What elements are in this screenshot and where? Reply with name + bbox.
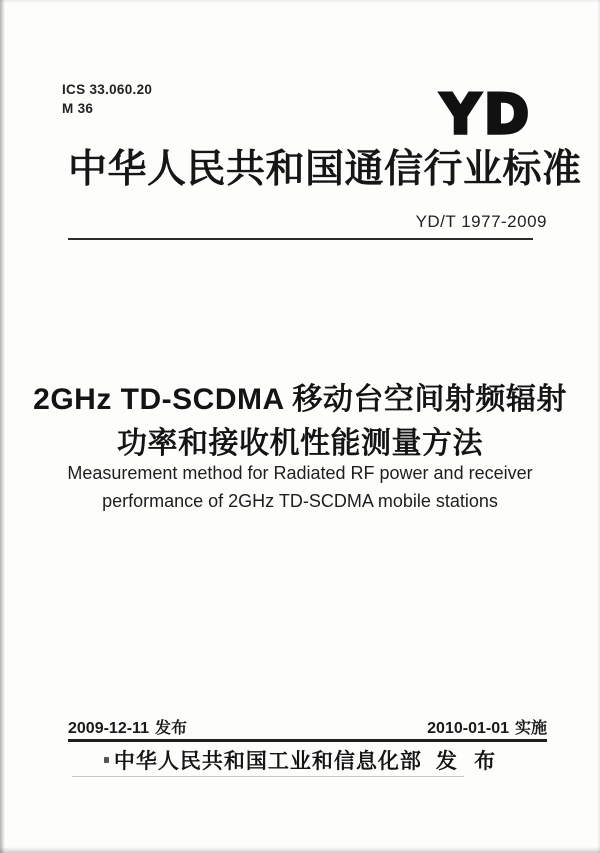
- publisher-name: 中华人民共和国工业和信息化部: [113, 749, 422, 773]
- publisher-underline: [72, 776, 464, 777]
- title-cn-line1: 2GHz TD-SCDMA 移动台空间射频辐射: [33, 383, 567, 416]
- title-en-line2: performance of 2GHz TD-SCDMA mobile stations: [102, 491, 498, 511]
- footer-divider: [68, 739, 547, 742]
- yd-logo: YD: [441, 83, 533, 146]
- scan-edge-left: [0, 0, 5, 853]
- title-en-line1: Measurement method for Radiated RF power and receiver: [67, 463, 533, 483]
- implement-date-item: [427, 715, 547, 738]
- implement-date: 2010-01-01: [427, 720, 509, 737]
- header-divider: [68, 238, 533, 240]
- ics-classification-block: [62, 80, 152, 118]
- document-title-english: [40, 459, 560, 515]
- publish-date: 2009-12-11: [68, 720, 149, 737]
- publish-date-item: [68, 715, 187, 738]
- title-cn-line2: 功率和接收机性能测量方法: [117, 427, 483, 460]
- document-title-chinese: [30, 378, 570, 466]
- publish-date-label: 发布: [154, 720, 187, 737]
- standard-number: YD/T 1977-2009: [415, 212, 547, 231]
- publisher-line: [68, 745, 547, 775]
- standard-category-title: 中华人民共和国通信行业标准: [68, 148, 582, 191]
- classification-code: M 36: [62, 101, 94, 116]
- ics-code: ICS 33.060.20: [62, 82, 153, 97]
- implement-date-label: 实施: [514, 720, 547, 737]
- scan-edge-top: [0, 0, 600, 3]
- dates-row: [68, 715, 547, 738]
- publisher-action-label: 发 布: [435, 749, 502, 773]
- scan-edge-bottom: [0, 847, 600, 853]
